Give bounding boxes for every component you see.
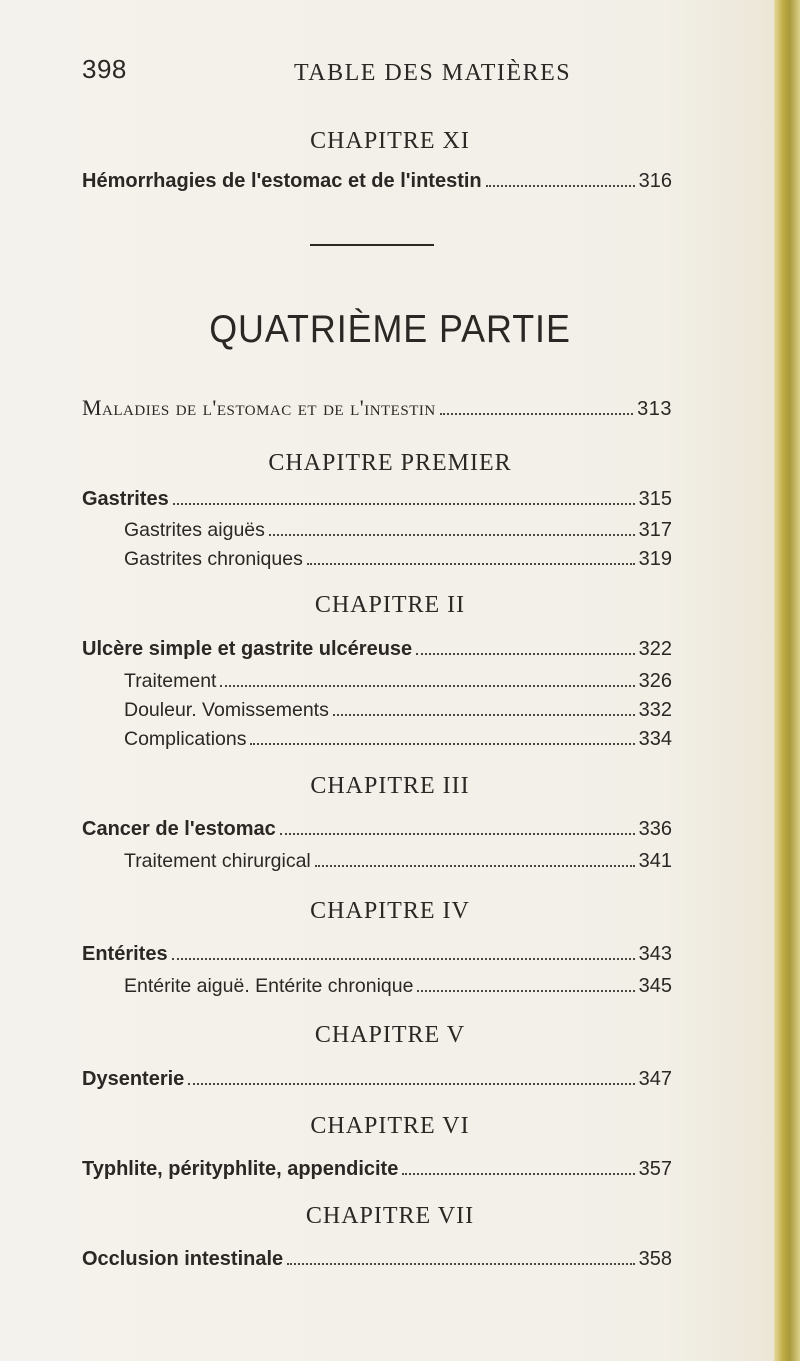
toc-entry-sub (124, 850, 672, 873)
leader-dots (417, 990, 634, 992)
toc-entry-main (82, 170, 672, 193)
toc-entry-sub (124, 975, 672, 998)
chapter-heading: CHAPITRE PREMIER (268, 450, 512, 476)
entry-title: Gastrites (82, 488, 169, 510)
leader-dots (280, 833, 635, 835)
leader-dots (220, 685, 634, 687)
entry-page: 316 (638, 170, 672, 192)
chapter-heading: CHAPITRE VII (305, 1203, 475, 1229)
toc-entry-main (82, 818, 672, 841)
leader-dots (188, 1083, 634, 1085)
leader-dots (269, 534, 635, 536)
page-number: 398 (82, 54, 127, 84)
leader-dots (333, 714, 635, 716)
part-heading: QUATRIÈME PARTIE (209, 308, 571, 351)
leader-dots (172, 958, 635, 960)
toc-entry-main (82, 638, 672, 661)
toc-entry-sub (124, 548, 672, 571)
leader-dots (486, 185, 635, 187)
entry-title: Entérite aiguë. Entérite chronique (124, 975, 414, 997)
entry-page: 313 (637, 398, 672, 420)
toc-entry-sub (124, 699, 672, 722)
chapter-heading: CHAPITRE III (310, 773, 470, 799)
entry-title: Entérites (82, 943, 168, 965)
entry-page: 322 (638, 638, 672, 660)
toc-entry-main (82, 1158, 672, 1181)
entry-title: Traitement (124, 670, 217, 692)
chapter-heading: CHAPITRE XI (310, 128, 470, 154)
entry-page: 315 (638, 488, 672, 510)
chapter-heading: CHAPITRE II (314, 592, 466, 618)
entry-title: Gastrites chroniques (124, 548, 303, 570)
entry-page: 332 (638, 699, 672, 721)
toc-entry-sub (124, 728, 672, 751)
leader-dots (402, 1173, 634, 1175)
entry-page: 319 (638, 548, 672, 570)
chapter-heading: CHAPITRE V (314, 1022, 466, 1048)
toc-entry-main (82, 1248, 672, 1271)
chapter-heading: CHAPITRE VI (310, 1113, 470, 1139)
toc-entry-main (82, 943, 672, 966)
toc-entry-main (82, 488, 672, 511)
toc-entry-sub (124, 670, 672, 693)
chapter-heading: CHAPITRE IV (310, 898, 470, 924)
entry-page: 357 (638, 1158, 672, 1180)
entry-title: Complications (124, 728, 247, 750)
entry-title: Traitement chirurgical (124, 850, 311, 872)
entry-title: Occlusion intestinale (82, 1248, 284, 1270)
entry-page: 336 (638, 818, 672, 840)
leader-dots (173, 503, 635, 505)
entry-page: 347 (638, 1068, 672, 1090)
leader-dots (287, 1263, 634, 1265)
entry-page: 343 (638, 943, 672, 965)
leader-dots (250, 743, 634, 745)
leader-dots (307, 563, 635, 565)
leader-dots (440, 413, 633, 415)
leader-dots (315, 865, 635, 867)
entry-page: 317 (638, 519, 672, 541)
entry-title: Typhlite, pérityphlite, appendicite (82, 1158, 399, 1180)
toc-entry-main (82, 1068, 672, 1091)
section-divider (310, 244, 434, 246)
entry-title: Ulcère simple et gastrite ulcéreuse (82, 638, 413, 660)
entry-page: 358 (638, 1248, 672, 1270)
page-edge (774, 0, 800, 1361)
entry-title: Douleur. Vomissements (124, 699, 329, 721)
toc-entry-part (82, 395, 672, 421)
entry-page: 326 (638, 670, 672, 692)
running-title: TABLE DES MATIÈRES (294, 60, 572, 86)
entry-title: Gastrites aiguës (124, 519, 265, 541)
entry-page: 334 (638, 728, 672, 750)
entry-title: Cancer de l'estomac (82, 818, 276, 840)
entry-page: 341 (638, 850, 672, 872)
entry-title: Maladies de l'estomac et de l'intestin (82, 395, 436, 420)
entry-title: Hémorrhagies de l'estomac et de l'intestin (82, 170, 482, 192)
toc-entry-sub (124, 519, 672, 542)
leader-dots (416, 653, 634, 655)
entry-title: Dysenterie (82, 1068, 185, 1090)
entry-page: 345 (638, 975, 672, 997)
